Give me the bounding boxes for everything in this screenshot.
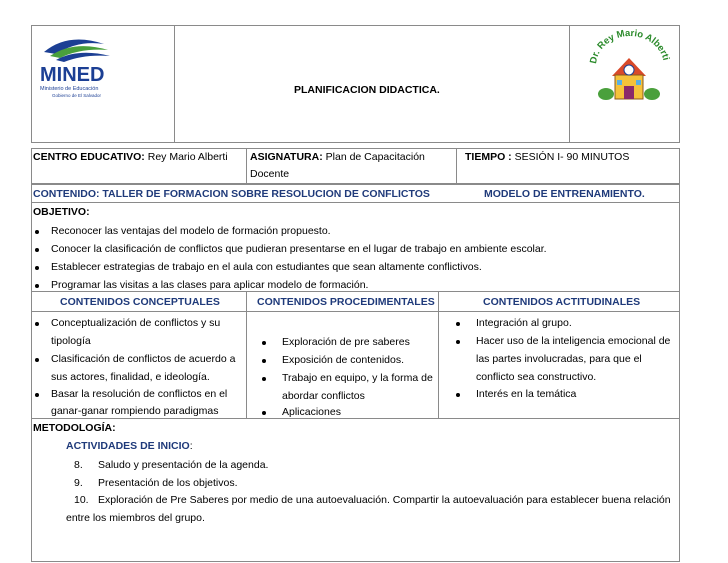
tiempo-value: SESIÓN I- 90 MINUTOS <box>514 151 630 163</box>
objetivo-bullet <box>35 284 39 288</box>
conceptual-item: Clasificación de conflictos de acuerdo a <box>51 353 236 365</box>
asignatura-value-line2: Docente <box>250 168 290 180</box>
info-divider-2 <box>456 148 457 184</box>
mined-logo-subtitle-2: Gobierno de El Salvador <box>52 93 102 98</box>
procedimental-bullet <box>262 411 266 415</box>
header-divider-1 <box>174 25 175 143</box>
tiempo <box>465 151 629 163</box>
procedimental-item: Exposición de contenidos. <box>282 354 404 366</box>
contenido-label: CONTENIDO: <box>33 188 100 200</box>
conceptual-bullet <box>35 322 39 326</box>
svg-text:Dr. Rey Mario Alberti: Dr. Rey Mario Alberti <box>588 28 672 65</box>
rule-metodologia <box>31 418 680 419</box>
rule-objetivo <box>31 291 680 292</box>
conceptual-bullet <box>35 358 39 362</box>
procedimental-item: Exploración de pre saberes <box>282 336 410 348</box>
centro-educativo <box>33 151 228 163</box>
mined-logo-text: MINED <box>40 64 105 86</box>
metodologia-label: METODOLOGÍA: <box>33 422 116 434</box>
actitudinal-item: Interés en la temática <box>476 388 577 400</box>
conceptual-item: Conceptualización de conflictos y su <box>51 317 221 329</box>
mined-logo <box>38 30 138 105</box>
objetivo-bullet <box>35 230 39 234</box>
actividad-num: 8. <box>74 459 83 471</box>
contenido-value: TALLER DE FORMACION SOBRE RESOLUCION DE CONFLICTOS <box>102 188 430 200</box>
actividad-text: Saludo y presentación de la agenda. <box>98 459 269 471</box>
actividades-inicio-colon: : <box>189 440 193 452</box>
actitudinal-item: Integración al grupo. <box>476 317 572 329</box>
page-title: PLANIFICACION DIDACTICA. <box>294 84 440 96</box>
rule-contenido <box>31 202 680 203</box>
mined-logo-subtitle: Ministerio de Educación <box>40 86 99 92</box>
objetivo-bullet <box>35 248 39 252</box>
actitudinal-bullet <box>456 393 460 397</box>
header-divider-2 <box>569 25 570 143</box>
actividades-inicio-label: ACTIVIDADES DE INICIO <box>66 440 190 452</box>
actividad-text: Presentación de los objetivos. <box>98 477 238 489</box>
conceptual-item: Basar la resolución de conflictos en el <box>51 388 228 400</box>
school-logo-graphic <box>584 28 674 110</box>
objetivo-item: Conocer la clasificación de conflictos que pudieran presentarse en el lugar de trabajo en ambiente escolar. <box>51 243 547 255</box>
school-logo <box>584 28 674 110</box>
procedimental-bullet <box>262 341 266 345</box>
objetivo-bullet <box>35 266 39 270</box>
asignatura <box>250 151 425 163</box>
objetivo-item: Establecer estrategias de trabajo en el aula con estudiantes que sean altamente conflictivos. <box>51 261 482 273</box>
centro-label: CENTRO EDUCATIVO: <box>33 151 145 163</box>
conceptual-bullet <box>35 393 39 397</box>
col-divider-1 <box>246 291 247 418</box>
actitudinal-item: Hacer uso de la inteligencia emocional de <box>476 335 671 347</box>
procedimental-item: abordar conflictos <box>282 390 365 402</box>
actitudinal-item: conflicto sea constructivo. <box>476 371 597 383</box>
rule-headers <box>31 311 680 312</box>
actitudinal-bullet <box>456 340 460 344</box>
actitudinal-item: las partes involucradas, para que el <box>476 353 642 365</box>
objetivo-label: OBJETIVO: <box>33 206 90 218</box>
actividad-num: 10. <box>74 494 89 506</box>
tiempo-label: TIEMPO : <box>465 151 512 163</box>
actividad-continuation: entre los miembros del grupo. <box>66 512 205 524</box>
conceptual-item: ganar-ganar rompiendo paradigmas <box>51 405 219 417</box>
procedimental-bullet <box>262 359 266 363</box>
actividades-inicio <box>66 440 193 452</box>
procedimental-item: Trabajo en equipo, y la forma de <box>282 372 433 384</box>
conceptuales-header: CONTENIDOS CONCEPTUALES <box>60 296 220 308</box>
actitudinales-header: CONTENIDOS ACTITUDINALES <box>483 296 641 308</box>
contenido-row <box>33 188 430 200</box>
procedimental-bullet <box>262 377 266 381</box>
objetivo-item: Reconocer las ventajas del modelo de formación propuesto. <box>51 225 331 237</box>
conceptual-item: tipología <box>51 335 91 347</box>
asignatura-value: Plan de Capacitación <box>325 151 425 163</box>
actividad-num: 9. <box>74 477 83 489</box>
procedimentales-header: CONTENIDOS PROCEDIMENTALES <box>257 296 435 308</box>
procedimental-item: Aplicaciones <box>282 406 341 418</box>
asignatura-label: ASIGNATURA: <box>250 151 323 163</box>
info-divider-1 <box>246 148 247 184</box>
col-divider-2 <box>438 291 439 418</box>
modelo-label: MODELO DE ENTRENAMIENTO. <box>484 188 645 200</box>
objetivo-item: Programar las visitas a las clases para aplicar modelo de formación. <box>51 279 369 291</box>
centro-value: Rey Mario Alberti <box>147 151 228 163</box>
actitudinal-bullet <box>456 322 460 326</box>
actividad-text: Exploración de Pre Saberes por medio de una autoevaluación. Compartir la autoevaluación para establecer buena relación <box>98 494 671 506</box>
conceptual-item: sus actores, finalidad, e ideología. <box>51 371 210 383</box>
